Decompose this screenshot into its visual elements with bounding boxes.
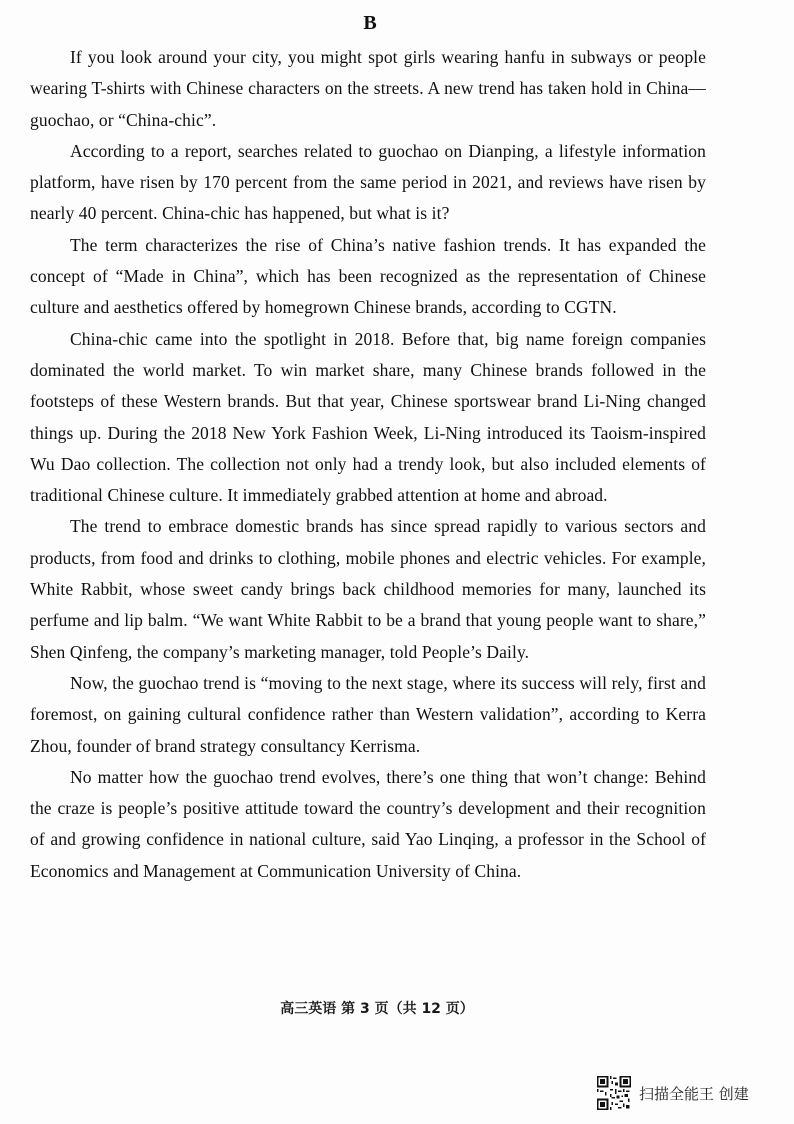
scanner-app-label: 扫描全能王 创建: [639, 1084, 749, 1103]
paragraph-3: The term characterizes the rise of China’s native fashion trends. It has expanded the concept of “Made in China”, which has been recognized as the representation of Chinese culture and aesthetics offered by homegrown Chinese brands, according to CGTN.: [30, 234, 706, 318]
scanner-watermark: [597, 1075, 749, 1111]
article-body: [30, 42, 706, 887]
paragraph-6: Now, the guochao trend is “moving to the next stage, where its success will rely, first and foremost, on gaining cultural confidence rather than Western validation”, according to Kerra Zhou, founder of brand strategy consultancy Kerrisma.: [30, 672, 706, 756]
section-label: B: [363, 12, 377, 34]
paragraph-5: The trend to embrace domestic brands has since spread rapidly to various sectors and products, from food and drinks to clothing, mobile phones and electric vehicles. For example, White Rabbit, whose sweet candy brings back childhood memories for many, launched its perfume and lip balm. “We want White Rabbit to be a brand that young people want to share,” Shen Qinfeng, the company’s marketing manager, told People’s Daily.: [30, 516, 706, 662]
paragraph-2: According to a report, searches related to guochao on Dianping, a lifestyle information platform, have risen by 170 percent from the same period in 2021, and reviews have risen by nearly 40 percent. China-chic has happened, but what is it?: [30, 140, 706, 224]
page-footer: 高三英语 第 3 页（共 12 页）: [280, 1001, 474, 1017]
paragraph-4: China-chic came into the spotlight in 2018. Before that, big name foreign companies dominated the world market. To win market share, many Chinese brands followed in the footsteps of these Western brands. But that year, Chinese sportswear brand Li-Ning changed things up. During the 2018 New York Fashion Week, Li-Ning introduced its Taoism-inspired Wu Dao collection. The collection not only had a trendy look, but also included elements of traditional Chinese culture. It immediately grabbed attention at home and abroad.: [30, 328, 706, 506]
paragraph-1: If you look around your city, you might spot girls wearing hanfu in subways or people wearing T-shirts with Chinese characters on the streets. A new trend has taken hold in China—guochao, or “China-chic”.: [30, 47, 706, 130]
qr-code-icon: [597, 1076, 631, 1110]
paragraph-7: No matter how the guochao trend evolves, there’s one thing that won’t change: Behind the craze is people’s positive attitude toward the country’s development and their recognition of and growing confidence in national culture, said Yao Linqing, a professor in the School of Economics and Management at Communication University of China.: [30, 766, 706, 881]
